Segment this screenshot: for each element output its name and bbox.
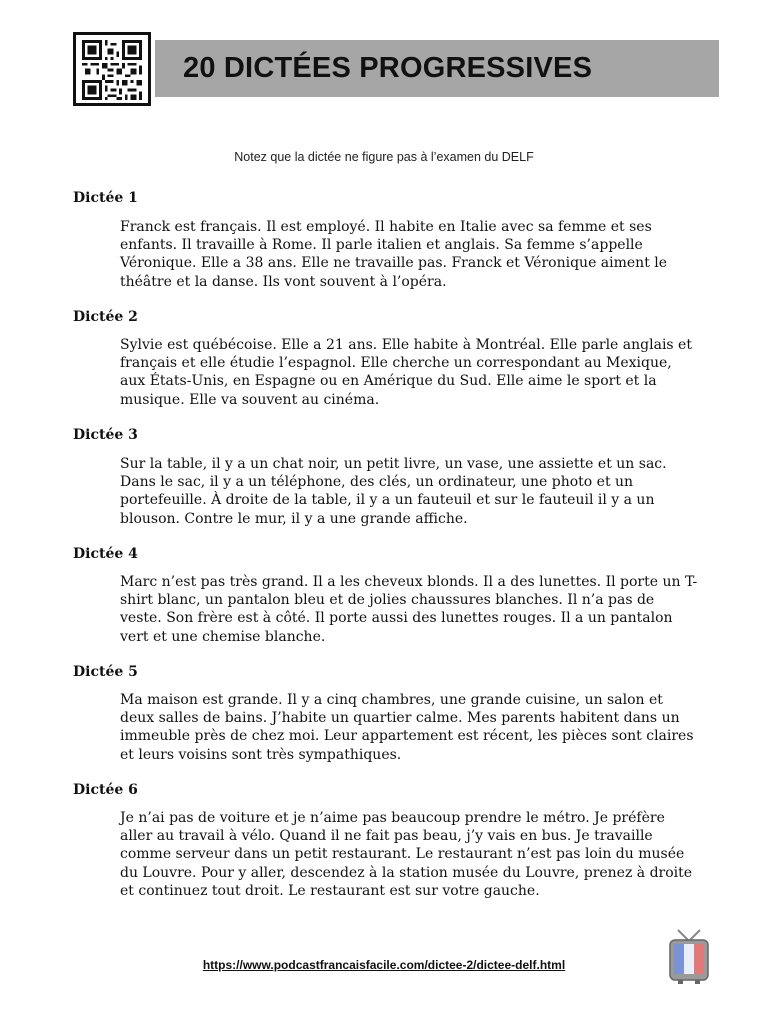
footer-url-link[interactable]: https://www.podcastfrancaisfacile.com/dictee-2/dictee-delf.html — [202, 958, 566, 972]
dictee-6-text: Je n’ai pas de voiture et je n’aime pas beaucoup prendre le métro. Je préfère aller au travail à vélo. Quand il ne fait pas beau, j’y vais en bus. Je travaille comme serveur dans un petit restaurant. Le restaurant n’est pas loin du musée du Louvre. Pour y aller, descendez à la station musée du Louvre, prenez à droite et continuez tout droit. Le restaurant est sur votre gauche. — [120, 810, 693, 899]
dictee-1-text: Franck est français. Il est employé. Il habite en Italie avec sa femme et ses enfants. Il travaille à Rome. Il parle italien et anglais. Sa femme s’appelle Véronique. Elle a 38 ans. Elle ne travaille pas. Franck et Véronique aiment le théâtre et la danse. Ils vont souvent à l’opéra. — [120, 219, 668, 290]
delf-note: Notez que la dictée ne figure pas à l’examen du DELF — [234, 149, 534, 164]
dictee-3-title: Dictée 3 — [73, 427, 138, 443]
dictee-3-text: Sur la table, il y a un chat noir, un petit livre, un vase, une assiette et un sac. Dans le sac, il y a un téléphone, des clés, un ordinateur, une photo et un portefeuille. À droite de la table, il y a un fauteuil et sur le fauteuil il y a un blouson. Contre le mur, il y a une grande affiche. — [120, 456, 667, 527]
title-banner — [155, 40, 719, 97]
dictee-4-title: Dictée 4 — [73, 546, 138, 562]
dictee-4-text: Marc n’est pas très grand. Il a les cheveux blonds. Il a des lunettes. Il porte un T-shirt blanc, un pantalon bleu et de jolies chaussures blanches. Il n’a pas de veste. Son frère est à côté. Il porte aussi des lunettes rouges. Il a un pantalon vert et une chemise blanche. — [120, 574, 698, 645]
dictee-1-title: Dictée 1 — [73, 190, 138, 206]
dictee-6-title: Dictée 6 — [73, 782, 138, 798]
dictee-2-title: Dictée 2 — [73, 309, 138, 325]
dictee-2-text: Sylvie est québécoise. Elle a 21 ans. Elle habite à Montréal. Elle parle anglais et français et elle étudie l’espagnol. Elle cherche un correspondant au Mexique, aux États-Unis, en Espagne ou en Amérique du Sud. Elle aime le sport et la musique. Elle va souvent au cinéma. — [120, 337, 692, 408]
tv-logo-icon — [668, 928, 710, 990]
page-title: 20 DICTÉES PROGRESSIVES — [183, 52, 593, 84]
qr-code-icon — [73, 32, 151, 106]
dictee-5-title: Dictée 5 — [73, 664, 138, 680]
dictee-5-text: Ma maison est grande. Il y a cinq chambres, une grande cuisine, un salon et deux salles de bains. J’habite un quartier calme. Mes parents habitent dans un immeuble près de chez moi. Leur appartement est récent, les pièces sont claires et leurs voisins sont très sympathiques. — [120, 692, 694, 763]
